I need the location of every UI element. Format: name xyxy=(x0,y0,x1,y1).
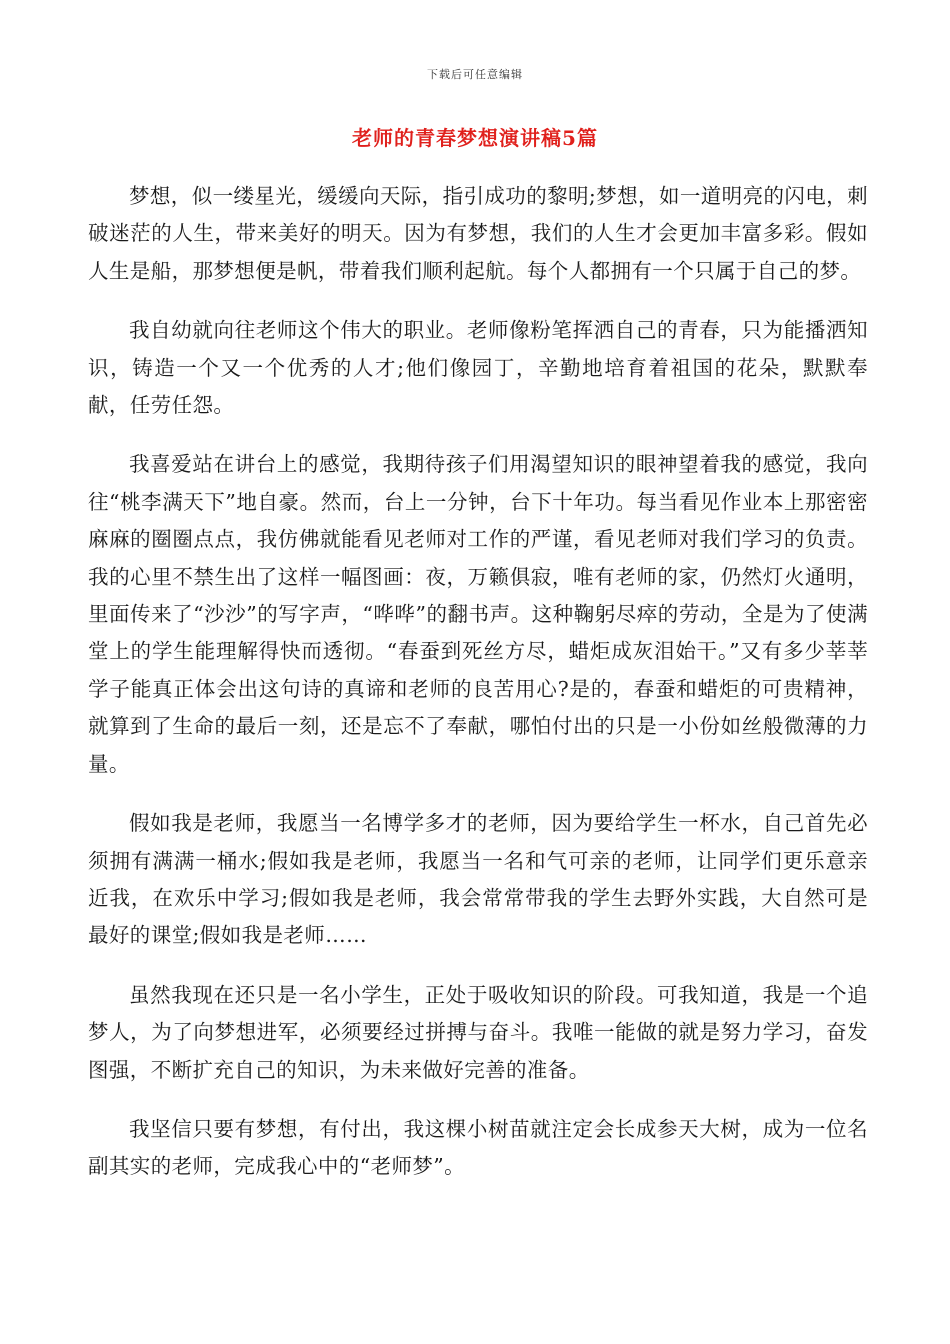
paragraph-5: 虽然我现在还只是一名小学生，正处于吸收知识的阶段。可我知道，我是一个追梦人，为了向梦想进军，必须要经过拼搏与奋斗。我唯一能做的就是努力学习，奋发图强，不断扩充自己的知识，为未来做好完善的准备。 xyxy=(88,982,868,1082)
header-note: 下载后可任意编辑 xyxy=(427,68,523,81)
document-body xyxy=(88,178,868,1208)
paragraph-1: 梦想，似一缕星光，缓缓向天际，指引成功的黎明;梦想，如一道明亮的闪电，刺破迷茫的人生，带来美好的明天。因为有梦想，我们的人生才会更加丰富多彩。假如人生是船，那梦想便是帆，带着我们顺利起航。每个人都拥有一个只属于自己的梦。 xyxy=(88,184,868,283)
paragraph-6: 我坚信只要有梦想，有付出，我这棵小树苗就注定会长成参天大树，成为一位名副其实的老师，完成我心中的“老师梦”。 xyxy=(88,1116,868,1179)
document-title: 老师的青春梦想演讲稿5篇 xyxy=(352,126,598,150)
paragraph-3: 我喜爱站在讲台上的感觉，我期待孩子们用渴望知识的眼神望着我的感觉，我向往“桃李满天下”地自豪。然而，台上一分钟，台下十年功。每当看见作业本上那密密麻麻的圈圈点点，我仿佛就能看见老师对工作的严谨，看见老师对我们学习的负责。我的心里不禁生出了这样一幅图画：夜，万籁俱寂，唯有老师的家，仍然灯火通明，里面传来了“沙沙”的写字声，“哗哗”的翻书声。这种鞠躬尽瘁的劳动，全是为了使满堂上的学生能理解得快而透彻。“春蚕到死丝方尽，蜡炬成灰泪始干。”又有多少莘莘学子能真正体会出这句诗的真谛和老师的良苦用心?是的，春蚕和蜡炬的可贵精神，就算到了生命的最后一刻，还是忘不了奉献，哪怕付出的只是一小份如丝般微薄的力量。 xyxy=(88,452,868,776)
paragraph-2: 我自幼就向往老师这个伟大的职业。老师像粉笔挥洒自己的青春，只为能播洒知识，铸造一个又一个优秀的人才;他们像园丁，辛勤地培育着祖国的花朵，默默奉献，任劳任怨。 xyxy=(88,318,868,418)
paragraph-4: 假如我是老师，我愿当一名博学多才的老师，因为要给学生一杯水，自己首先必须拥有满满一桶水;假如我是老师，我愿当一名和气可亲的老师，让同学们更乐意亲近我，在欢乐中学习;假如我是老师，我会常常带我的学生去野外实践，大自然可是最好的课堂;假如我是老师…… xyxy=(88,811,868,948)
